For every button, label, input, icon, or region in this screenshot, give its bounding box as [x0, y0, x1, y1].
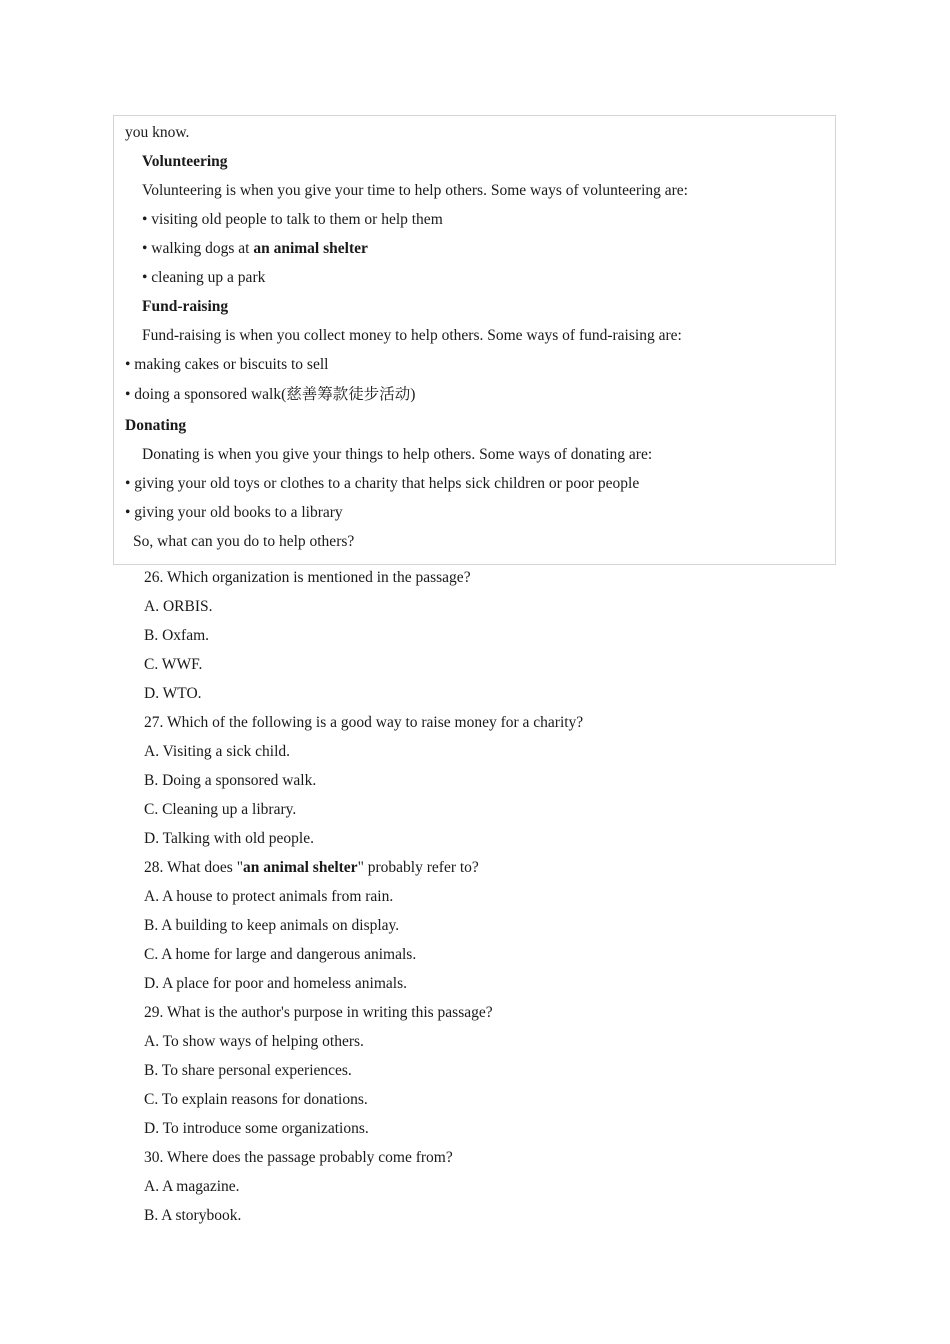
- question-29-option-c: C. To explain reasons for donations.: [144, 1091, 368, 1108]
- question-29-option-b: B. To share personal experiences.: [144, 1062, 352, 1079]
- question-26-option-a: A. ORBIS.: [144, 598, 213, 615]
- question-29-option-d: D. To introduce some organizations.: [144, 1120, 369, 1137]
- question-26-option-b: B. Oxfam.: [144, 627, 210, 644]
- volunteering-item-2-text: • walking dogs at: [142, 240, 254, 257]
- volunteering-intro: Volunteering is when you give your time to help others. Some ways of volunteering are:: [142, 182, 688, 199]
- question-26-option-c: C. WWF.: [144, 656, 203, 673]
- question-29-option-a: A. To show ways of helping others.: [144, 1033, 364, 1050]
- question-28-stem-prefix: 28. What does ": [144, 859, 244, 876]
- volunteering-item-3: • cleaning up a park: [142, 269, 266, 286]
- fundraising-heading: Fund-raising: [142, 298, 229, 315]
- passage-continued-line: you know.: [125, 124, 190, 141]
- donating-intro: Donating is when you give your things to help others. Some ways of donating are:: [142, 446, 653, 463]
- question-26-stem: 26. Which organization is mentioned in the passage?: [144, 569, 471, 586]
- question-27-stem: 27. Which of the following is a good way to raise money for a charity?: [144, 714, 584, 731]
- volunteering-heading: Volunteering: [142, 153, 228, 170]
- passage-closing: So, what can you do to help others?: [133, 533, 355, 550]
- question-28-option-a: A. A house to protect animals from rain.: [144, 888, 394, 905]
- question-30-option-b: B. A storybook.: [144, 1207, 242, 1224]
- fundraising-item-1: • making cakes or biscuits to sell: [125, 356, 329, 373]
- question-30-option-a: A. A magazine.: [144, 1178, 240, 1195]
- donating-heading: Donating: [125, 417, 187, 434]
- question-28-stem: [144, 858, 479, 878]
- question-30-stem: 30. Where does the passage probably come from?: [144, 1149, 453, 1166]
- question-27-option-c: C. Cleaning up a library.: [144, 801, 297, 818]
- volunteering-item-2: [142, 239, 368, 259]
- question-27-option-a: A. Visiting a sick child.: [144, 743, 291, 760]
- donating-item-1: • giving your old toys or clothes to a charity that helps sick children or poor people: [125, 475, 640, 492]
- fundraising-intro: Fund-raising is when you collect money to help others. Some ways of fund-raising are:: [142, 327, 682, 344]
- question-27-option-d: D. Talking with old people.: [144, 830, 314, 847]
- volunteering-item-1: • visiting old people to talk to them or help them: [142, 211, 443, 228]
- question-27-option-b: B. Doing a sponsored walk.: [144, 772, 317, 789]
- question-26-option-d: D. WTO.: [144, 685, 202, 702]
- animal-shelter-phrase: an animal shelter: [253, 240, 368, 257]
- question-28-option-c: C. A home for large and dangerous animals.: [144, 946, 417, 963]
- donating-item-2: • giving your old books to a library: [125, 504, 343, 521]
- fundraising-item-2: • doing a sponsored walk(慈善筹款徒步活动): [125, 386, 416, 403]
- question-28-stem-suffix: " probably refer to?: [357, 859, 479, 876]
- question-28-option-d: D. A place for poor and homeless animals.: [144, 975, 408, 992]
- question-29-stem: 29. What is the author's purpose in writing this passage?: [144, 1004, 493, 1021]
- question-28-option-b: B. A building to keep animals on display.: [144, 917, 400, 934]
- question-28-stem-phrase: an animal shelter: [243, 859, 358, 876]
